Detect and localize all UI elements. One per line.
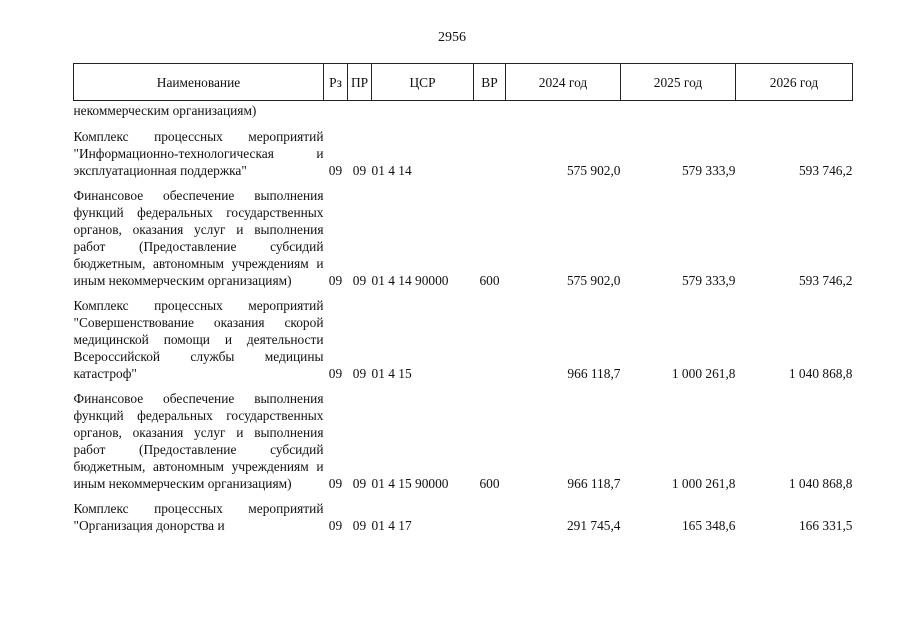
row-2024: 291 745,4	[566, 518, 621, 533]
row-pr: 09	[352, 476, 367, 491]
row-rz: 09	[328, 366, 343, 381]
table-row	[74, 390, 853, 500]
table-row	[74, 128, 853, 187]
row-pr: 09	[352, 163, 367, 178]
table-row	[74, 297, 853, 390]
header-row	[74, 64, 853, 101]
col-header-pr: ПР	[348, 64, 372, 101]
row-2025: 579 333,9	[681, 163, 736, 178]
row-2026: 593 746,2	[798, 163, 853, 178]
row-2024: 966 118,7	[567, 366, 621, 381]
row-vr: 600	[479, 273, 500, 288]
row-name: Комплекс процессных мероприятий "Организация донорства и	[73, 501, 324, 533]
row-name: Комплекс процессных мероприятий "Информационно-технологическая и эксплуатационная поддержка"	[73, 129, 324, 178]
row-name: Комплекс процессных мероприятий "Совершенствование оказания скорой медицинской помощи и деятельности Всероссийской службы медицины катастроф"	[73, 298, 324, 381]
row-2025: 579 333,9	[681, 273, 736, 288]
row-2025: 1 000 261,8	[671, 366, 736, 381]
budget-table	[73, 63, 853, 534]
row-csr: 01 4 17	[371, 518, 412, 533]
row-2024: 966 118,7	[567, 476, 621, 491]
row-pr: 09	[352, 273, 367, 288]
row-vr: 600	[479, 476, 500, 491]
row-2026: 593 746,2	[798, 273, 853, 288]
row-csr: 01 4 14	[371, 163, 412, 178]
row-pr: 09	[352, 518, 367, 533]
col-header-rz: Рз	[324, 64, 348, 101]
row-2025: 165 348,6	[681, 518, 736, 533]
row-2026: 1 040 868,8	[788, 476, 853, 491]
col-header-vr: ВР	[474, 64, 506, 101]
row-csr: 01 4 15 90000	[371, 476, 449, 491]
row-vr	[474, 297, 506, 390]
row-rz: 09	[328, 476, 343, 491]
row-2026: 1 040 868,8	[788, 366, 853, 381]
col-header-2024: 2024 год	[506, 64, 621, 101]
table-row	[74, 500, 853, 534]
row-2025: 1 000 261,8	[671, 476, 736, 491]
col-header-2026: 2026 год	[736, 64, 853, 101]
row-vr	[474, 500, 506, 534]
row-csr: 01 4 15	[371, 366, 412, 381]
col-header-2025: 2025 год	[621, 64, 736, 101]
page-number: 2956	[438, 30, 466, 45]
row-pr: 09	[352, 366, 367, 381]
row-csr: 01 4 14 90000	[371, 273, 449, 288]
row-vr	[474, 128, 506, 187]
row-2024: 575 902,0	[566, 163, 621, 178]
row-name: Финансовое обеспечение выполнения функций федеральных государственных органов, оказания услуг и выполнения работ (Предоставление субсидий бюджетным, автономным учреждениям и иным некоммерческим организациям)	[73, 188, 324, 288]
col-header-csr: ЦСР	[372, 64, 474, 101]
col-header-name: Наименование	[74, 64, 324, 101]
row-rz: 09	[328, 518, 343, 533]
table-row	[74, 187, 853, 297]
row-rz: 09	[328, 163, 343, 178]
continuation-row	[74, 101, 853, 129]
row-rz: 09	[328, 273, 343, 288]
continuation-text: некоммерческим организациям)	[73, 103, 257, 118]
row-2024: 575 902,0	[566, 273, 621, 288]
row-2026: 166 331,5	[798, 518, 853, 533]
row-name: Финансовое обеспечение выполнения функций федеральных государственных органов, оказания услуг и выполнения работ (Предоставление субсидий бюджетным, автономным учреждениям и иным некоммерческим организациям)	[73, 391, 324, 491]
